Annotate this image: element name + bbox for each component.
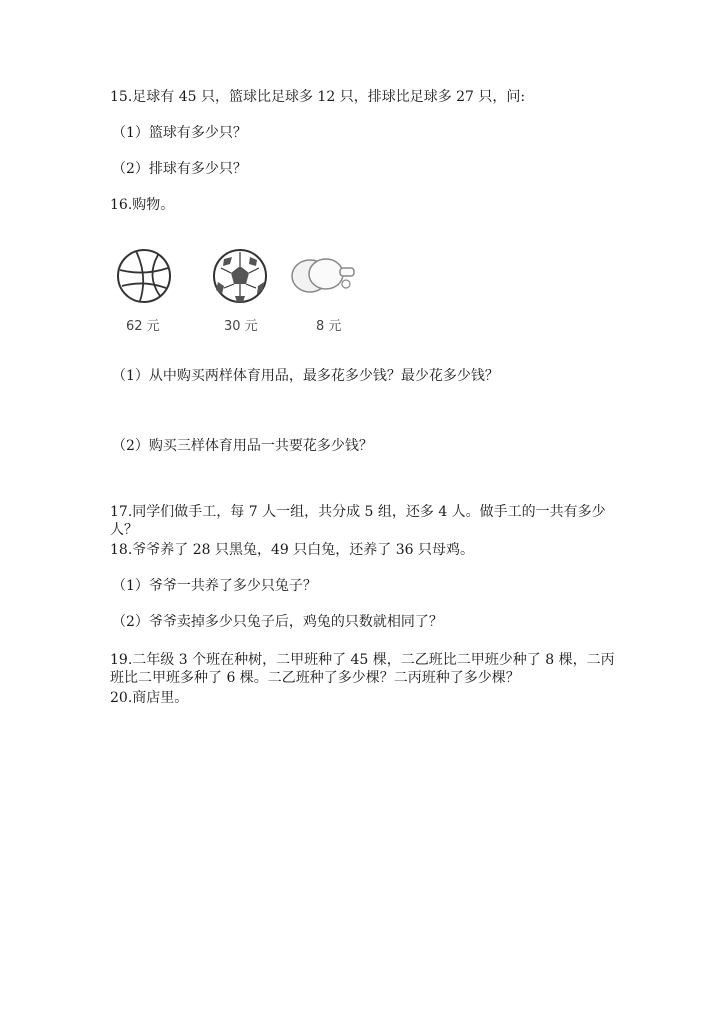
- question-16-sub-1: （1）从中购买两样体育用品，最多花多少钱？最少花多少钱？: [112, 368, 499, 384]
- basketball-icon: [114, 246, 174, 306]
- question-15-sub-2: （2）排球有多少只？: [112, 161, 247, 177]
- question-20-stem: 20.商店里。: [110, 690, 189, 706]
- question-15-stem: 15.足球有 45 只，篮球比足球多 12 只，排球比足球多 27 只，问:: [110, 89, 526, 105]
- basketball-price: 62 元: [126, 319, 160, 334]
- question-17-stem: 17.同学们做手工，每 7 人一组，共分成 5 组，还多 4 人。做手工的一共有多少人？: [110, 504, 606, 538]
- question-16-sub-2: （2）购买三样体育用品一共要花多少钱？: [112, 438, 373, 454]
- question-19-stem: 19.二年级 3 个班在种树，二甲班种了 45 棵，二乙班比二甲班少种了 8 棵，二丙班比二甲班多种了 6 棵。二乙班种了多少棵？二丙班种了多少棵？: [110, 652, 615, 686]
- question-15-sub-1: （1）篮球有多少只？: [112, 125, 247, 141]
- ping-pong-paddle-icon: [288, 250, 358, 302]
- soccer-ball-price: 30 元: [224, 319, 258, 334]
- question-16-stem: 16.购物。: [110, 197, 175, 213]
- soccer-ball-icon: [210, 246, 270, 306]
- question-18-sub-1: （1）爷爷一共养了多少只兔子？: [112, 578, 317, 594]
- sports-goods-figure: [110, 238, 370, 338]
- question-18-sub-2: （2）爷爷卖掉多少只兔子后，鸡兔的只数就相同了？: [112, 614, 443, 630]
- ping-pong-price: 8 元: [316, 319, 342, 334]
- question-18-stem: 18.爷爷养了 28 只黑兔，49 只白兔，还养了 36 只母鸡。: [110, 542, 474, 558]
